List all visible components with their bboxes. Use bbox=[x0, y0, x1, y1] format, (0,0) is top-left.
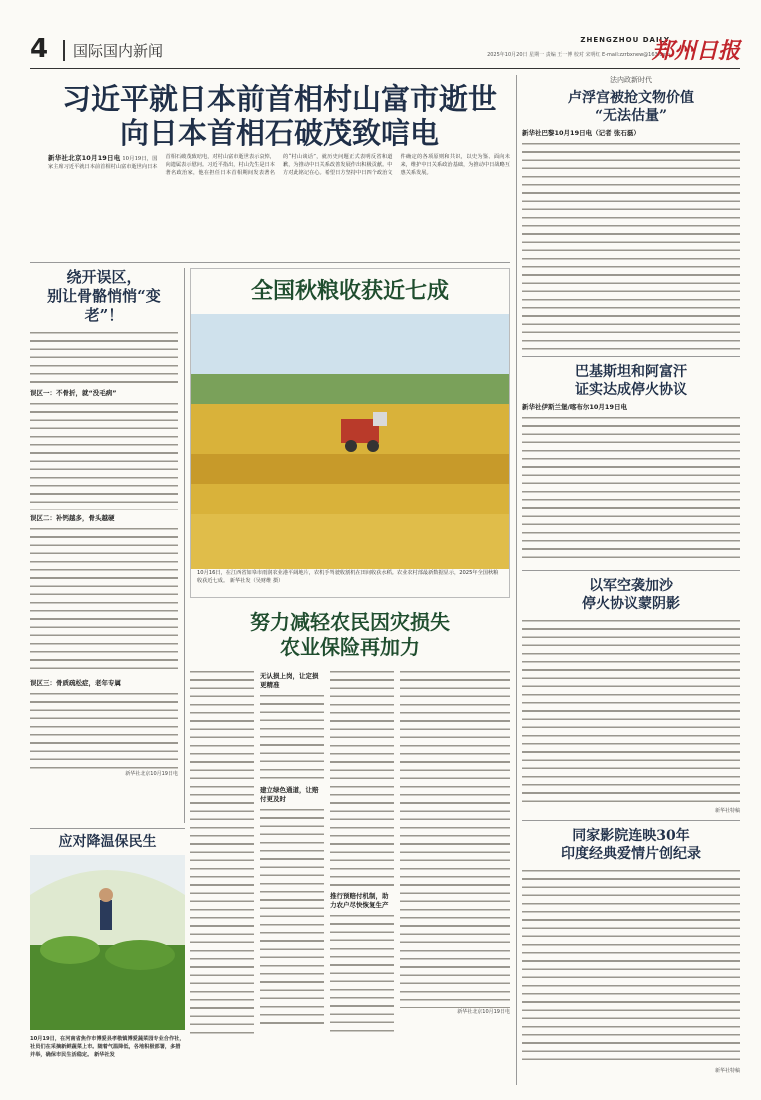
article-text bbox=[400, 668, 510, 1008]
article-text bbox=[190, 668, 254, 1038]
section-tag: 法内政新时代 bbox=[610, 76, 652, 84]
article-text bbox=[522, 140, 740, 350]
article-text bbox=[330, 668, 394, 888]
divider bbox=[184, 268, 185, 823]
newspaper-logo: 郑州日报 bbox=[651, 38, 740, 64]
harvest-photo-block bbox=[190, 268, 510, 598]
bone-article bbox=[30, 268, 178, 823]
article-text bbox=[522, 414, 740, 564]
bone-byline: 新华社北京10月19日电 bbox=[125, 771, 178, 777]
bone-headline: 绕开误区， 别让骨骼悄悄“变老”！ bbox=[47, 268, 161, 324]
insurance-headline: 努力减轻农民因灾损失 农业保险再加力 bbox=[250, 610, 450, 659]
divider bbox=[522, 570, 740, 571]
pak-afg-byline: 新华社伊斯兰堡/喀布尔10月19日电 bbox=[522, 403, 627, 411]
caption-text: 10月16日，在江西省如皋市雨润农业港平阔地片，农机手驾驶收割机在田间收获水稻。农业农村部最新数据显示，2025年全国秋粮收获近七成。 bbox=[197, 570, 499, 584]
warm-block bbox=[30, 833, 185, 1078]
lead-byline: 新华社北京10月19日电 bbox=[48, 154, 121, 162]
bone-sub1: 误区一：不骨折，就“没毛病” bbox=[30, 389, 117, 397]
article-text bbox=[260, 692, 324, 782]
insurance-article bbox=[190, 610, 510, 1080]
india-film-byline: 新华社特稿 bbox=[714, 1068, 740, 1074]
header-rule bbox=[30, 68, 740, 69]
warm-caption bbox=[30, 1035, 185, 1059]
divider bbox=[30, 828, 185, 829]
pak-afg-headline: 巴基斯坦和阿富汗 证实达成停火协议 bbox=[575, 364, 687, 398]
divider bbox=[522, 820, 740, 821]
bone-sub2: 误区二：补钙越多，骨头越硬 bbox=[30, 514, 115, 522]
article-text bbox=[260, 806, 324, 1026]
gaza-headline: 以军空袭加沙 停火协议蒙阴影 bbox=[582, 578, 680, 612]
page-number: 4 bbox=[30, 34, 49, 64]
article-text bbox=[30, 400, 178, 510]
lead-article bbox=[48, 153, 510, 243]
article-text bbox=[330, 912, 394, 1032]
insurance-sub2: 建立绿色通道，让赔付更及时 bbox=[260, 786, 319, 803]
section-title: 国际国内新闻 bbox=[63, 40, 163, 61]
article-text bbox=[30, 329, 178, 385]
insurance-sub1: 无认损上岗，让定损更精准 bbox=[260, 672, 319, 689]
article-text bbox=[522, 617, 740, 807]
page-header bbox=[30, 34, 740, 66]
article-text bbox=[30, 525, 178, 675]
article-text bbox=[30, 690, 178, 770]
vegetable-photo bbox=[30, 855, 185, 1030]
divider bbox=[30, 262, 510, 263]
article-text bbox=[522, 867, 740, 1067]
bone-sub3: 误区三：骨质疏松症，老年专属 bbox=[30, 679, 121, 687]
photo-credit: 新华社发（吴财维 摄） bbox=[229, 578, 284, 584]
photo-credit: 新华社发 bbox=[94, 1052, 115, 1058]
divider bbox=[522, 356, 740, 357]
lead-body: 10月19日，国家主席习近平就日本前首相村山富市逝世向日本首相石破茂致唁电，对村山富市逝世表示哀悼，向遗属表示慰问。习近平指出，村山先生是日本著名政治家，他在担任日本首相期间发表著名的“村山谈话”，就历史问题正式表明反省和道歉，为推动中日关系改善发展作出积极贡献。中方对此铭记在心。希望日方坚持中日四个政治文件确定的各项原则和共识，以史为鉴、面向未来，维护中日关系政治基础，为推动中日战略互惠关系发展。 bbox=[48, 154, 510, 177]
harvest-headline: 全国秋粮收获近七成 bbox=[250, 278, 449, 304]
louvre-headline: 卢浮宫被抢文物价值 “无法估量” bbox=[568, 90, 694, 124]
india-film-headline: 同家影院连映30年 印度经典爱情片创纪录 bbox=[561, 828, 701, 862]
right-column bbox=[522, 75, 740, 1080]
gaza-byline: 新华社特稿 bbox=[714, 808, 740, 814]
harvest-caption bbox=[197, 569, 503, 585]
divider bbox=[516, 75, 517, 1085]
date-line: 2025年10月20日 星期一 责编 王一博 校对 宋明红 E-mail:zzrbxnew@163.com bbox=[487, 52, 670, 58]
insurance-byline: 新华社北京10月19日电 bbox=[457, 1009, 510, 1015]
insurance-sub3: 推行预赔付机制，助力农户尽快恢复生产 bbox=[330, 892, 389, 909]
english-masthead: ZHENGZHOU DAILY bbox=[580, 36, 670, 44]
harvest-photo bbox=[191, 314, 510, 569]
warm-headline: 应对降温保民生 bbox=[58, 834, 157, 850]
louvre-byline: 新华社巴黎10月19日电（记者 张石磊） bbox=[522, 129, 640, 137]
caption-text: 10月19日，在河南省焦作市博爱县孝敬镇博爱蔬菜园专业合作社，社员们在采摘新鲜蔬菜上市。随着气温降低，各地积极部署，多措并举，确保市民生活稳定。 bbox=[30, 1036, 185, 1058]
lead-headline: 习近平就日本前首相村山富市逝世向日本首相石破茂致唁电 bbox=[61, 82, 497, 150]
